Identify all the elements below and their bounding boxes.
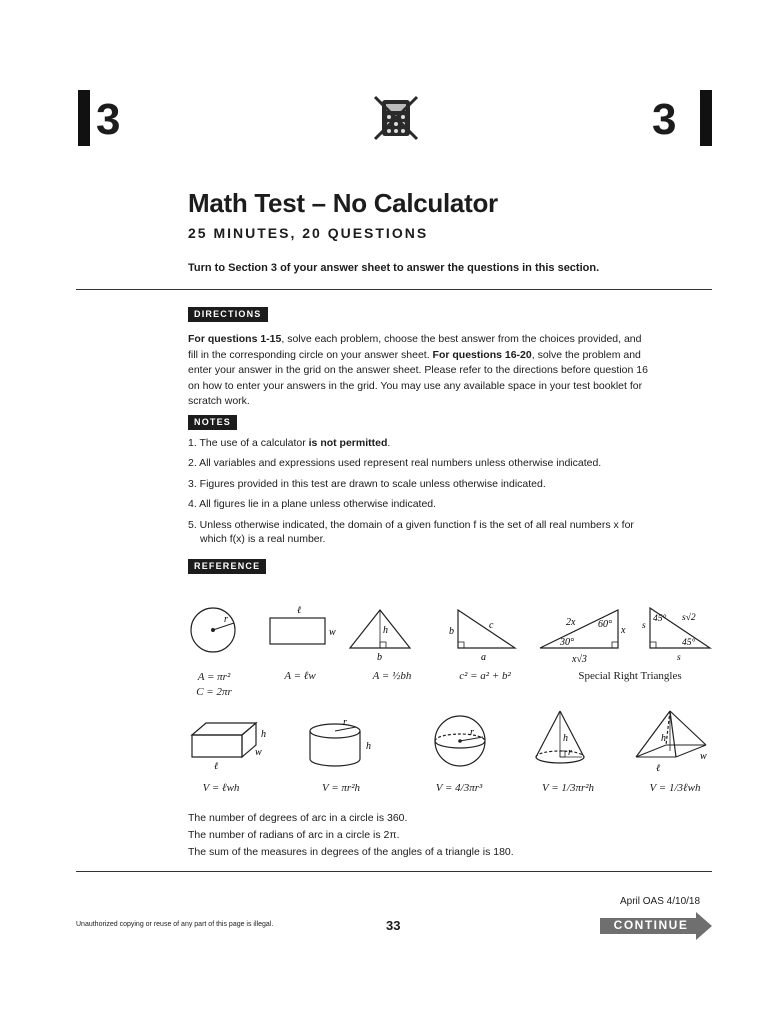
note-text: 3. Figures provided in this test are drawn to scale unless otherwise indicated. [188, 477, 546, 490]
reference-facts [188, 810, 514, 861]
rectangle-figure [270, 605, 336, 644]
label-2x: 2x [566, 617, 576, 628]
fact-degrees: The number of degrees of arc in a circle is 360. [188, 812, 408, 824]
sphere-radius-label: r [470, 727, 474, 738]
cone-radius-label: r [568, 747, 572, 758]
cone-volume-formula: V = 1/3πr²h [541, 782, 595, 794]
box-volume-formula: V = ℓwh [202, 782, 240, 794]
note-item [188, 477, 668, 491]
notes-list [188, 436, 668, 552]
label-x-root3: x√3 [572, 654, 587, 665]
cylinder-height-label: h [366, 741, 371, 752]
reference-figures-row-2 [180, 705, 720, 785]
label-60deg: 60° [598, 619, 612, 630]
note-item [188, 518, 668, 546]
section-instruction: Turn to Section 3 of your answer sheet to answer the questions in this section. [188, 262, 600, 274]
cylinder-radius-label: r [343, 717, 347, 728]
triangle-45-45-90-figure [642, 608, 710, 663]
label-45deg-bottom: 45° [682, 638, 696, 648]
box-length-label: ℓ [214, 761, 219, 772]
pyramid-volume-formula: V = 1/3ℓwh [649, 782, 701, 794]
note-text: 1. The use of a calculator [188, 437, 309, 449]
top-divider [76, 289, 712, 290]
special-right-triangles-caption: Special Right Triangles [578, 670, 682, 682]
notes-label: NOTES [188, 415, 237, 430]
copyright-notice: Unauthorized copying or reuse of any part of this page is illegal. [76, 921, 274, 928]
directions-text-1: , solve each problem, choose the best answer from the choices provided, and fill in the corresponding circle on your answer sheet. [188, 333, 642, 361]
section-number-left: 3 [96, 95, 121, 144]
no-calculator-icon [372, 94, 420, 142]
sphere-volume-formula: V = 4/3πr³ [435, 782, 483, 794]
page-title: Math Test – No Calculator [188, 188, 498, 218]
form-date: April OAS 4/10/18 [620, 896, 701, 907]
note-item [188, 456, 668, 470]
fact-triangle-sum: The sum of the measures in degrees of the angles of a triangle is 180. [188, 846, 514, 858]
directions-label: DIRECTIONS [188, 307, 268, 322]
pythagorean-formula: c² = a² + b² [459, 670, 511, 682]
rectangle-area-formula: A = ℓw [284, 670, 316, 682]
section-number-right: 3 [652, 95, 677, 144]
right-tri-c-label: c [489, 620, 494, 631]
rect-length-label: ℓ [297, 605, 302, 616]
triangle-area-formula: A = ½bh [372, 670, 412, 682]
pyramid-height-label: h [661, 733, 666, 744]
circle-figure [191, 608, 235, 652]
page-subtitle: 25 MINUTES, 20 QUESTIONS [188, 225, 429, 241]
circle-radius-label: r [224, 614, 228, 625]
note-text: 4. All figures lie in a plane unless otherwise indicated. [188, 498, 437, 511]
cone-height-label: h [563, 733, 568, 744]
directions-bold-1: For questions 1-15 [188, 333, 282, 345]
note-text: . [387, 437, 391, 449]
box-height-label: h [261, 729, 266, 740]
right-tri-a-label: a [481, 652, 486, 663]
fact-radians: The number of radians of arc in a circle is 2π. [188, 829, 400, 841]
continue-label: CONTINUE [613, 918, 689, 932]
right-section-bar [700, 90, 712, 146]
circle-circumference-formula: C = 2πr [196, 686, 232, 698]
triangle-figure [350, 610, 410, 663]
cone-figure [536, 711, 584, 763]
label-s-base: s [677, 653, 681, 663]
bottom-divider [76, 871, 712, 872]
rectangular-box-figure [192, 723, 256, 757]
pyramid-width-label: w [700, 751, 707, 762]
directions-bold-2: For questions 16-20 [432, 348, 532, 361]
note-item [188, 436, 668, 450]
pyramid-length-label: ℓ [656, 763, 661, 774]
rect-width-label: w [329, 627, 336, 638]
circle-area-formula: A = πr² [197, 671, 231, 683]
right-tri-b-label: b [449, 626, 454, 637]
triangle-base-label: b [377, 652, 382, 663]
label-x: x [621, 625, 626, 636]
cylinder-figure [310, 724, 360, 766]
triangle-height-label: h [383, 625, 388, 636]
directions-text [188, 332, 648, 410]
box-width-label: w [255, 747, 262, 758]
page-number: 33 [386, 918, 401, 933]
cylinder-volume-formula: V = πr²h [321, 782, 361, 794]
note-text: 2. All variables and expressions used represent real numbers unless otherwise indicated. [188, 457, 602, 470]
circle-formulas [186, 670, 242, 700]
note-bold: is not permitted [308, 437, 388, 449]
label-s-root2: s√2 [682, 613, 696, 623]
pyramid-figure [636, 711, 706, 757]
note-text: which f(x) is a real number. [200, 532, 326, 545]
triangle-30-60-90-figure [540, 610, 626, 665]
note-text: 5. Unless otherwise indicated, the domain of a given function f is the set of all real numbers x for [188, 518, 634, 531]
label-30deg: 30° [560, 637, 574, 648]
left-section-bar [78, 90, 90, 146]
directions-text-2: , solve the problem and enter your answer in the grid on the answer sheet. Please refer to the directions before question 16 on how to enter your answers in the grid. You may use any available space in your test booklet for scratch work. [188, 348, 648, 408]
label-s-side: s [642, 621, 646, 631]
right-triangle-figure [449, 610, 515, 663]
label-45deg-top: 45° [653, 614, 667, 624]
reference-label: REFERENCE [188, 559, 266, 574]
note-item [188, 497, 668, 511]
